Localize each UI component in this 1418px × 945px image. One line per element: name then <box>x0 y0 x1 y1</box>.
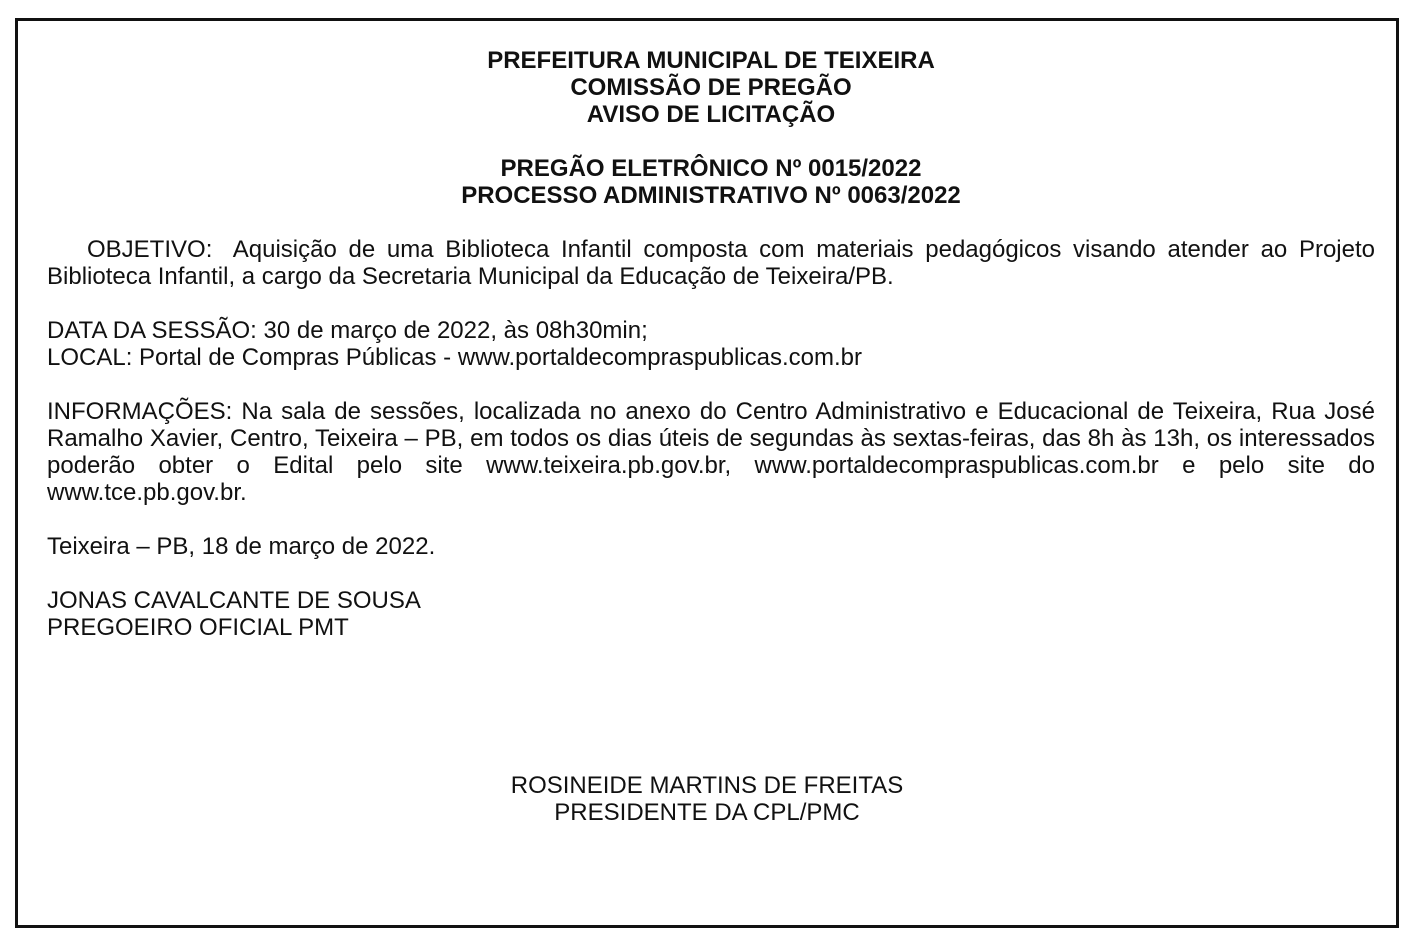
notice-content <box>47 47 1375 641</box>
signatory-1 <box>47 587 1375 641</box>
information-text: INFORMAÇÕES: Na sala de sessões, localizada no anexo do Centro Administrativo e Educacional de Teixeira, Rua José Ramalho Xavier, Centro, Teixeira – PB, em todos os dias úteis de segundas às sextas-feiras, das 8h às 13h, os interessados poderão obter o Edital pelo site www.teixeira.pb.gov.br, www.portaldecompraspublicas.com.br e pelo site do www.tce.pb.gov.br. <box>47 398 1375 506</box>
objective-text: Aquisição de uma Biblioteca Infantil composta com materiais pedagógicos visando atender ao Projeto Biblioteca Infantil, a cargo da Secretaria Municipal da Educação de Teixeira/PB. <box>47 236 1375 290</box>
signatory-2-name: ROSINEIDE MARTINS DE FREITAS <box>510 772 904 799</box>
header-line-1: PREFEITURA MUNICIPAL DE TEIXEIRA <box>487 47 935 74</box>
signatory-2-role: PRESIDENTE DA CPL/PMC <box>554 799 860 826</box>
notice-frame <box>15 18 1399 928</box>
signatory-2 <box>18 772 1396 826</box>
process-line-1: PREGÃO ELETRÔNICO Nº 0015/2022 <box>500 155 922 182</box>
objective-label: OBJETIVO: <box>87 236 213 263</box>
signatory-1-name: JONAS CAVALCANTE DE SOUSA <box>47 587 421 614</box>
date-place: Teixeira – PB, 18 de março de 2022. <box>47 533 436 560</box>
header-line-2: COMISSÃO DE PREGÃO <box>570 74 852 101</box>
session-date: DATA DA SESSÃO: 30 de março de 2022, às 08h30min; <box>47 317 648 344</box>
process-block <box>47 155 1375 209</box>
objective-paragraph <box>47 236 1375 290</box>
process-line-2: PROCESSO ADMINISTRATIVO Nº 0063/2022 <box>461 182 961 209</box>
session-local: LOCAL: Portal de Compras Públicas - www.portaldecompraspublicas.com.br <box>47 344 863 371</box>
signatory-1-role: PREGOEIRO OFICIAL PMT <box>47 614 349 641</box>
information-paragraph <box>47 398 1375 506</box>
header-block <box>47 47 1375 128</box>
session-block <box>47 317 1375 371</box>
header-line-3: AVISO DE LICITAÇÃO <box>586 101 836 128</box>
